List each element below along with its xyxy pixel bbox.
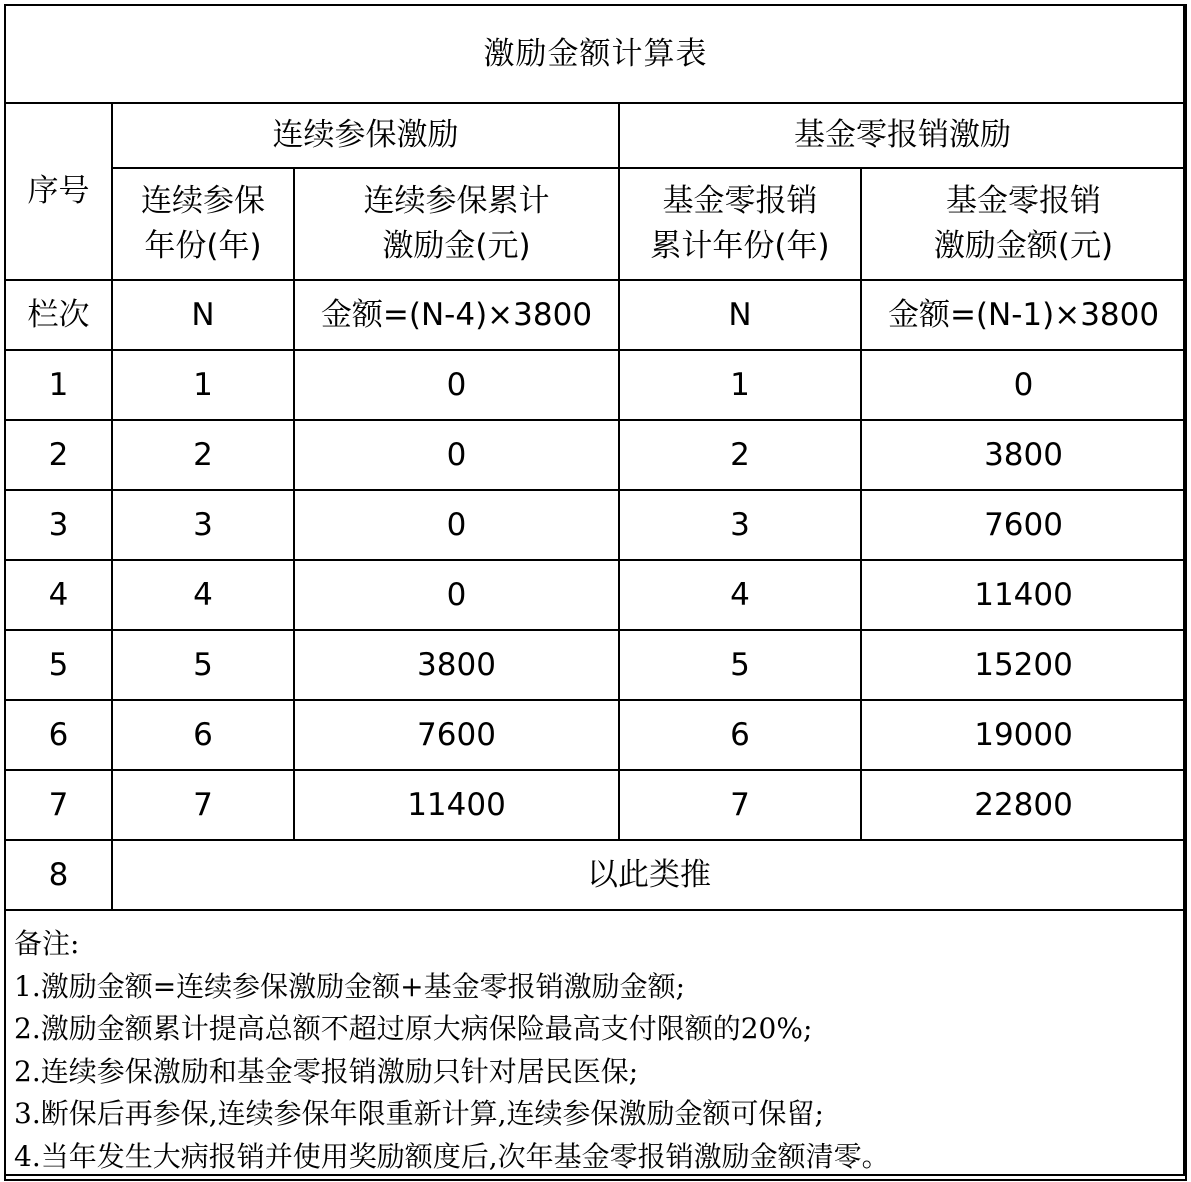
row-zero-years: 3 — [619, 490, 861, 560]
row-zero-years: 5 — [619, 630, 861, 700]
note-line: 2.激励金额累计提高总额不超过原大病保险最高支付限额的20%; — [14, 1012, 813, 1045]
note-line: 3.断保后再参保,连续参保年限重新计算,连续参保激励金额可保留; — [14, 1097, 824, 1130]
header-zero-years: 基金零报销 累计年份(年) — [619, 168, 861, 280]
formula-continuous-years: N — [112, 280, 294, 350]
row-zero-amount: 11400 — [861, 560, 1186, 630]
row-continuous-years: 4 — [112, 560, 294, 630]
row-continuous-amount: 11400 — [294, 770, 619, 840]
row-continuous-amount: 0 — [294, 490, 619, 560]
row-continuous-years: 6 — [112, 700, 294, 770]
row-zero-years: 4 — [619, 560, 861, 630]
note-line: 4.当年发生大病报销并使用奖励额度后,次年基金零报销激励金额清零。 — [14, 1139, 890, 1173]
row-continuous-amount: 7600 — [294, 700, 619, 770]
table-row — [5, 350, 1186, 420]
row-continuous-amount: 0 — [294, 420, 619, 490]
notes-section — [5, 910, 1186, 1180]
formula-zero-amount: 金额=(N-1)×3800 — [861, 280, 1186, 350]
row-zero-years: 6 — [619, 700, 861, 770]
formula-continuous-amount: 金额=(N-4)×3800 — [294, 280, 619, 350]
table-title: 激励金额计算表 — [5, 5, 1186, 103]
row-zero-amount: 0 — [861, 350, 1186, 420]
row-zero-years: 1 — [619, 350, 861, 420]
table-row — [5, 420, 1186, 490]
row-index: 4 — [5, 560, 112, 630]
incentive-table-sheet — [4, 4, 1185, 1176]
row-zero-amount: 22800 — [861, 770, 1186, 840]
row-index: 2 — [5, 420, 112, 490]
header-index: 序号 — [5, 103, 112, 280]
table-row — [5, 630, 1186, 700]
note-line: 2.连续参保激励和基金零报销激励只针对居民医保; — [14, 1054, 639, 1088]
table-row — [5, 700, 1186, 770]
table-row — [5, 770, 1186, 840]
header-group-zero-claim: 基金零报销激励 — [619, 103, 1186, 168]
row-zero-amount: 15200 — [861, 630, 1186, 700]
row-continuous-years: 5 — [112, 630, 294, 700]
header-zero-amount: 基金零报销 激励金额(元) — [861, 168, 1186, 280]
table-row — [5, 490, 1186, 560]
note-line: 1.激励金额=连续参保激励金额+基金零报销激励金额; — [14, 969, 686, 1003]
row-zero-years: 2 — [619, 420, 861, 490]
row-zero-amount: 19000 — [861, 700, 1186, 770]
row-continuous-amount: 0 — [294, 350, 619, 420]
row-index: 3 — [5, 490, 112, 560]
row-zero-amount: 7600 — [861, 490, 1186, 560]
row-index: 5 — [5, 630, 112, 700]
row-zero-years: 7 — [619, 770, 861, 840]
row-continuous-amount: 0 — [294, 560, 619, 630]
header-group-continuous: 连续参保激励 — [112, 103, 619, 168]
row-continuous-years: 2 — [112, 420, 294, 490]
row-zero-amount: 3800 — [861, 420, 1186, 490]
header-continuous-years: 连续参保 年份(年) — [112, 168, 294, 280]
formula-row-label: 栏次 — [5, 280, 112, 350]
last-row-text: 以此类推 — [112, 840, 1186, 910]
table-row — [5, 560, 1186, 630]
row-continuous-years: 3 — [112, 490, 294, 560]
row-continuous-years: 7 — [112, 770, 294, 840]
row-index: 7 — [5, 770, 112, 840]
row-continuous-amount: 3800 — [294, 630, 619, 700]
row-index: 6 — [5, 700, 112, 770]
row-index: 1 — [5, 350, 112, 420]
incentive-table — [4, 4, 1187, 1181]
formula-zero-years: N — [619, 280, 861, 350]
row-continuous-years: 1 — [112, 350, 294, 420]
notes-heading: 备注: — [14, 927, 80, 960]
header-continuous-amount: 连续参保累计 激励金(元) — [294, 168, 619, 280]
last-row-index: 8 — [5, 840, 112, 910]
